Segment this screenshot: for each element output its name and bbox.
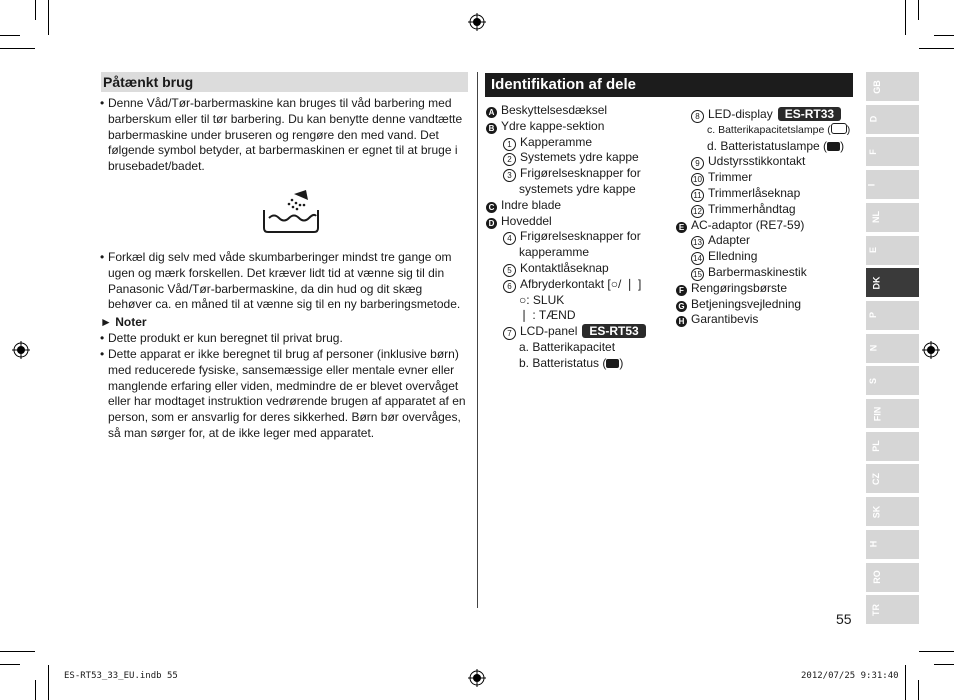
language-tab-d[interactable] [866,105,919,134]
part-label: Barbermaskinestik [708,265,807,279]
text-line: brusebadet/badet. [108,159,205,174]
part-label: Udstyrsstikkontakt [708,154,806,169]
parts-list-item [691,186,800,202]
parts-list-item [503,229,641,245]
footer-file-info: ES-RT53_33_EU.indb 55 [64,671,178,681]
footer-timestamp: 2012/07/25 9:31:40 [801,671,899,681]
text-line: Forkæl dig selv med våde skumbarberinger mindst tre gange om [108,250,452,264]
language-tab-label: DK [871,276,882,290]
language-tab-label: N [868,344,879,352]
language-tab-label: SK [871,505,882,518]
text-line: Dette produkt er kun beregnet til privat brug. [108,331,343,345]
text-line: person, som er ansvarlig for deres sikkerhed. Børn bør overvåges, [108,410,461,425]
part-label-suffix: ) [846,123,851,136]
part-label: Adapter [708,233,751,248]
language-tab-label: S [868,377,879,384]
part-label: LCD-panel [520,324,578,339]
crop-mark [0,35,20,36]
bullet: • [100,250,105,264]
part-label: Systemets ydre kappe [520,150,639,165]
page-number: 55 [836,611,852,627]
parts-list-item [691,107,841,123]
bullet: • [100,347,105,361]
parts-list-item [519,340,615,355]
text-line: ugen og mærk forskellen. Det kræver lidt tid at vænne sig til din [108,265,445,280]
crop-mark [48,0,49,35]
part-label: Garantibevis [691,312,759,327]
parts-list-item [691,265,807,281]
part-number-badge: 14 [691,252,704,265]
text-line: Denne Våd/Tør-barbermaskine kan bruges til våd barbering med [108,96,452,110]
language-tab-label: RO [871,570,882,584]
language-tab-fin[interactable] [866,399,919,428]
part-number-badge: 1 [503,138,516,151]
parts-list-item [519,245,589,260]
parts-list-item [503,150,639,166]
part-label: Rengøringsbørste [691,280,788,295]
part-label: Trimmerhåndtag [708,201,796,216]
crop-mark [35,0,36,20]
language-tab-gb[interactable] [866,72,919,101]
language-tab-sk[interactable] [866,497,919,526]
part-label: Frigørelsesknapper for [520,166,641,181]
part-label: Elledning [708,249,758,264]
part-label: ❘ : TÆND [519,308,576,323]
text-line: barbermaskine under bruseren og rengøre den med vand. Det [108,127,439,142]
parts-list-item [691,202,796,218]
part-label: LED-display [708,107,773,121]
parts-list-item [519,293,564,308]
part-letter-badge: H [676,316,687,327]
part-label: Kapperamme [520,134,593,149]
language-tab-dk[interactable] [866,268,919,297]
language-tab-ro[interactable] [866,563,919,592]
part-label: Trimmerlåseknap [708,186,801,200]
part-letter-badge: C [486,202,497,213]
parts-list-item [676,297,801,312]
part-number-badge: 4 [503,232,516,245]
language-tab-p[interactable] [866,301,919,330]
language-tab-label: H [868,541,879,548]
part-number-badge: 7 [503,327,516,340]
part-number-badge: 15 [691,268,704,281]
part-label: d. Batteristatuslampe ( [707,138,828,153]
part-number-badge: 6 [503,280,516,293]
part-label: c. Batterikapacitetslampe ( [707,123,831,136]
registration-mark-icon [12,341,30,359]
part-label: AC-adaptor (RE7-59) [691,217,805,232]
part-number-badge: 12 [691,205,704,218]
part-label: Trimmer [708,170,753,185]
parts-list-item [676,312,758,327]
parts-list-item [707,123,850,138]
language-tab-cz[interactable] [866,464,919,493]
part-label: Betjeningsvejledning [691,296,802,311]
parts-list-item [503,135,592,151]
parts-list-item [503,261,609,277]
crop-mark [35,680,36,700]
shower-bath-icon [262,188,320,234]
language-tab-label: NL [871,211,881,224]
parts-list-item [503,166,641,182]
part-letter-badge: B [486,123,497,134]
language-tab-label: F [867,149,878,155]
parts-list-item [676,281,787,296]
section-heading-parts: Identifikation af dele [485,73,853,97]
registration-mark-icon [468,669,486,687]
crop-mark [918,680,919,700]
language-tab-label: CZ [871,472,881,485]
crop-mark [919,48,954,49]
part-number-badge: 9 [691,157,704,170]
part-label: Beskyttelsesdæksel [501,103,608,117]
language-tab-nl[interactable] [866,203,919,232]
part-number-badge: 2 [503,153,516,166]
language-tab-label: P [868,312,879,319]
text-line: behøver ca. en måned til at vænne sig til en ny barberingsmetode. [108,297,461,312]
text-line: eller har modtaget instruktion vedrørende brugen af apparatet af en [108,394,466,409]
notes-label: Noter [115,315,147,329]
part-label: a. Batterikapacitet [519,340,616,354]
intended-use-paragraph [100,96,470,175]
crop-mark [918,0,919,20]
language-tab-f[interactable] [866,137,919,166]
bullet: • [100,331,105,345]
language-tab-label: TR [871,603,881,616]
part-number-badge: 13 [691,236,704,249]
part-label: Indre blade [501,197,562,212]
part-number-badge: 3 [503,169,516,182]
text-line: Dette apparat er ikke beregnet til brug af personer (inklusive børn) [108,347,459,361]
crop-mark [919,651,954,652]
battery-status-icon [606,359,619,368]
parts-list-item [676,218,804,233]
crop-mark [934,35,954,36]
part-label: b. Batteristatus ( [519,355,607,370]
registration-mark-icon [922,341,940,359]
language-tab-label: I [866,183,877,186]
part-label: Frigørelsesknapper for [520,229,641,244]
part-label: Afbryderkontakt [○/ ❘ ] [520,276,642,291]
column-divider [477,72,478,608]
parts-list-item [519,356,623,371]
arrow-right-icon: ► [100,315,112,329]
language-tab-h[interactable] [866,530,919,559]
parts-list-item [486,103,607,118]
parts-list-item [691,249,757,265]
language-tab-i[interactable] [866,170,919,199]
model-badge: ES-RT53 [582,324,645,338]
parts-list-item [486,119,604,134]
part-letter-badge: F [676,285,687,296]
note-safety [100,347,470,442]
part-number-badge: 5 [503,264,516,277]
section-heading-intended-use: Påtænkt brug [101,72,468,92]
note-private-use [100,331,470,347]
language-tab-tr[interactable] [866,595,919,624]
part-number-badge: 8 [691,110,704,123]
battery-status-icon [827,142,840,151]
language-tab-label: FIN [872,406,883,421]
parts-list-item [503,277,641,293]
part-label: Hoveddel [501,213,552,228]
crop-mark [0,651,35,652]
crop-mark [48,665,49,700]
language-tab-label: GB [871,79,882,94]
language-tab-s[interactable] [866,366,919,395]
part-letter-badge: D [486,218,497,229]
part-label: kapperamme [519,245,590,260]
crop-mark [934,664,954,665]
parts-list-item [486,214,552,229]
battery-capacity-icon [831,123,847,134]
text-line: manglende erfaring eller viden, medmindre de er blevet overvåget [108,378,459,393]
crop-mark [905,0,906,35]
text-line: Panasonic Våd/Tør-barbermaskine, da din hud og dit skæg [108,281,423,296]
text-line: barberskum eller til tør barbering. Du kan benytte denne vandtætte [108,111,463,126]
crop-mark [0,664,20,665]
parts-list-item [486,198,561,213]
part-letter-badge: G [676,301,687,312]
parts-list-item [519,308,576,323]
language-tab-label: PL [870,440,881,452]
part-label: systemets ydre kappe [519,182,636,196]
notes-heading [100,315,147,331]
text-line: så man sørger for, at de ikke leger med apparatet. [108,425,375,440]
model-badge: ES-RT33 [778,107,841,121]
part-number-badge: 10 [691,173,704,186]
text-line: følgende symbol betyder, at barbermaskinen er egnet til at bruge i [108,143,458,158]
wet-shave-paragraph [100,250,470,313]
part-label-suffix: ) [840,138,845,153]
text-line: med reducerede fysiske, sansemæssige eller mentale evner eller [108,362,455,377]
part-label: Ydre kappe-sektion [501,118,605,133]
parts-list-item [691,233,750,249]
registration-mark-icon [468,13,486,31]
part-number-badge: 11 [691,189,704,202]
language-tab-pl[interactable] [866,432,919,461]
part-letter-badge: A [486,107,497,118]
bullet: • [100,96,105,110]
parts-list-item [691,154,805,170]
part-letter-badge: E [676,222,687,233]
parts-list-item [503,324,646,340]
parts-list-item [707,139,844,154]
crop-mark [905,665,906,700]
language-tab-label: E [868,246,879,254]
crop-mark [0,48,35,49]
language-tab-label: D [868,115,879,123]
part-label: ○: SLUK [519,292,565,307]
parts-list-item [691,170,752,186]
parts-list-item [519,182,636,197]
language-tab-e[interactable] [866,236,919,265]
part-label-suffix: ) [619,355,624,370]
part-label: Kontaktlåseknap [520,261,609,275]
language-tab-n[interactable] [866,334,919,363]
